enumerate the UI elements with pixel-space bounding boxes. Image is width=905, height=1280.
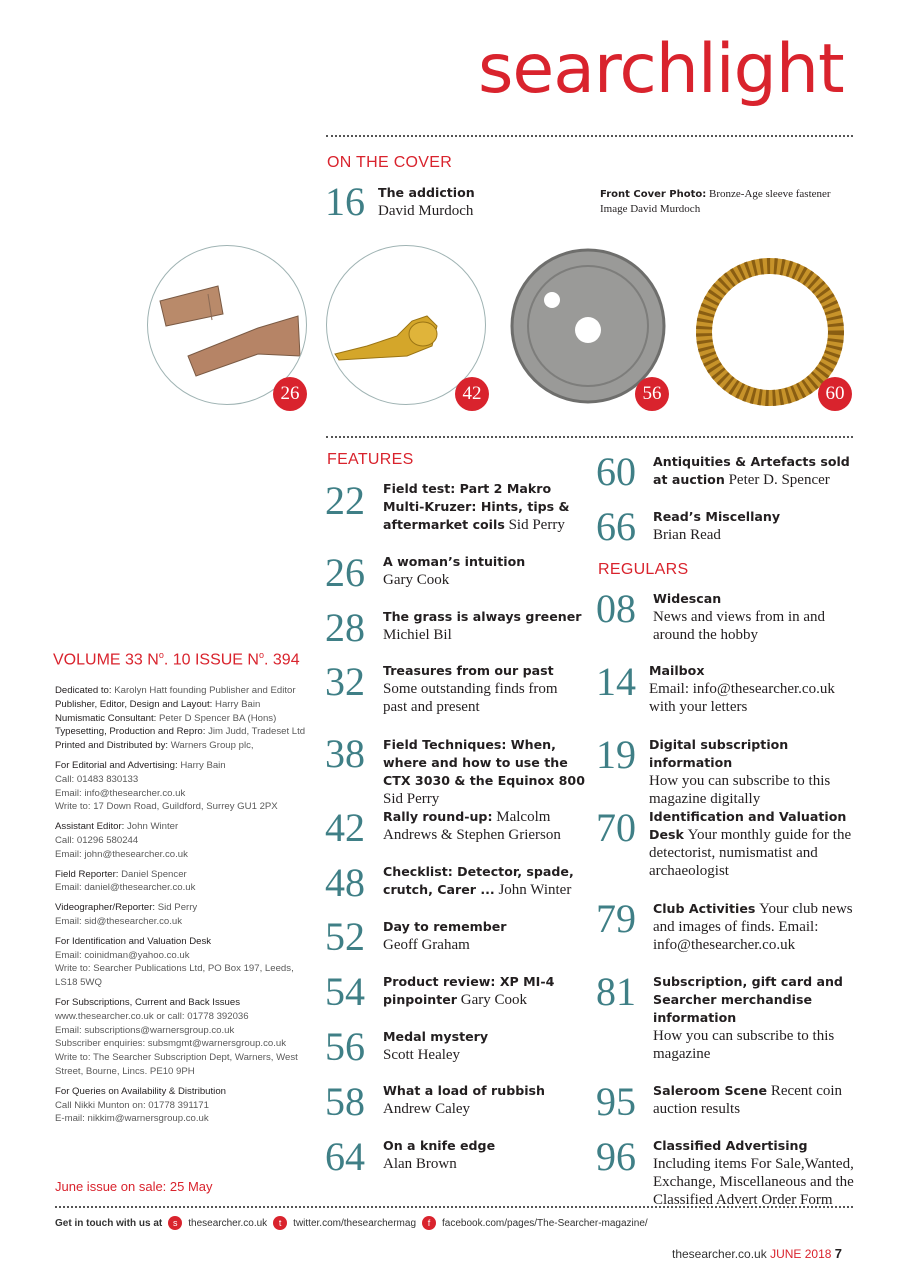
feature-num: 66	[596, 504, 636, 549]
footer-month: JUNE 2018	[770, 1247, 832, 1261]
feature-entry[interactable]	[653, 453, 863, 489]
regular-entry[interactable]	[649, 662, 863, 716]
regular-entry[interactable]	[653, 973, 843, 1063]
regular-title: Mailbox	[649, 663, 705, 678]
badge-60: 60	[818, 377, 852, 411]
credit-line: Field Reporter: Daniel Spencer	[55, 868, 187, 880]
feature-entry[interactable]	[383, 918, 583, 954]
feature-author: Gary Cook	[460, 992, 528, 1008]
credit-line: For Subscriptions, Current and Back Issues	[55, 996, 241, 1008]
footer-twitter-link[interactable]: twitter.com/thesearchermag	[293, 1217, 416, 1229]
facebook-icon: f	[422, 1216, 436, 1230]
credit-line: Call: 01483 830133	[55, 773, 139, 785]
footer-facebook-link[interactable]: facebook.com/pages/The-Searcher-magazine/	[442, 1217, 648, 1229]
feature-title: Field Techniques: When, where and how to use the CTX 3030 & the Equinox 800	[383, 737, 585, 788]
regular-title: Saleroom Scene	[653, 1083, 768, 1098]
on-the-cover-heading: ON THE COVER	[327, 154, 453, 171]
feature-title: Treasures from our past	[383, 663, 554, 678]
feature-num: 56	[325, 1024, 365, 1069]
feature-author: Alan Brown	[383, 1156, 457, 1172]
cover-title: The addiction	[378, 185, 475, 200]
footer-contacts	[55, 1216, 648, 1230]
feature-author: Gary Cook	[383, 572, 450, 588]
feature-title: Field test: Part 2 Makro Multi-Kruzer: Hints, tips & aftermarket coils	[383, 481, 570, 532]
credit-line: Videographer/Reporter: Sid Perry	[55, 902, 198, 914]
feature-num: 48	[325, 860, 365, 905]
feature-num: 54	[325, 969, 365, 1014]
feature-author: Michiel Bil	[383, 627, 452, 643]
credit-line: Email: daniel@thesearcher.co.uk	[55, 882, 196, 894]
regular-num: 95	[596, 1079, 636, 1124]
credit-line: Write to: The Searcher Subscription Dept, Warners, West Street, Bourne, Lincs. PE10 9PH	[55, 1052, 298, 1077]
feature-entry[interactable]	[383, 662, 583, 716]
credit-line: Email: info@thesearcher.co.uk	[55, 787, 186, 799]
regular-title: Identification and Valuation Desk	[649, 809, 847, 842]
on-sale-date: June issue on sale: 25 May	[55, 1179, 213, 1194]
middle-divider	[326, 436, 853, 438]
credit-group	[55, 935, 315, 990]
feature-entry[interactable]	[383, 736, 588, 808]
regular-desc: Email: info@thesearcher.co.uk with your letters	[649, 681, 835, 715]
feature-num: 28	[325, 605, 365, 650]
credit-line: Printed and Distributed by: Warners Group plc,	[55, 740, 254, 752]
credit-group	[55, 901, 315, 929]
feature-num: 26	[325, 550, 365, 595]
top-divider	[326, 135, 853, 137]
regular-title: Classified Advertising	[653, 1138, 808, 1153]
credit-line: www.thesearcher.co.uk or call: 01778 392036	[55, 1010, 249, 1022]
feature-author: Some outstanding finds from past and present	[383, 681, 558, 715]
regular-entry[interactable]	[653, 590, 863, 644]
photo-text: Bronze-Age sleeve fastener	[709, 188, 831, 200]
regular-num: 79	[596, 896, 636, 941]
credit-group	[55, 1085, 315, 1126]
regular-num: 14	[596, 659, 636, 704]
credits-block	[55, 684, 315, 1132]
feature-author: Brian Read	[653, 527, 721, 543]
regulars-heading: REGULARS	[598, 561, 689, 578]
regular-desc: How you can subscribe to this magazine	[653, 1028, 835, 1062]
feature-num: 60	[596, 449, 636, 494]
regular-entry[interactable]	[653, 1082, 863, 1118]
feature-title: The grass is always greener	[383, 609, 582, 624]
feature-num: 42	[325, 805, 365, 850]
web-icon: s	[168, 1216, 182, 1230]
feature-entry[interactable]	[383, 1082, 583, 1118]
feature-title: Product review: XP MI-4 pinpointer	[383, 974, 555, 1007]
bottom-divider	[55, 1206, 853, 1208]
regular-desc: News and views from in and around the hobby	[653, 609, 826, 643]
feature-num: 52	[325, 914, 365, 959]
regular-num: 70	[596, 805, 636, 850]
feature-title: Medal mystery	[383, 1029, 489, 1044]
photo-credit: Image David Murdoch	[600, 203, 701, 215]
credit-group	[55, 759, 315, 814]
regular-desc: Recent coin auction results	[653, 1083, 843, 1117]
footer-site: thesearcher.co.uk	[672, 1247, 767, 1261]
credit-line: Dedicated to: Karolyn Hatt founding Publisher and Editor	[55, 685, 296, 696]
credit-line: Email: john@thesearcher.co.uk	[55, 848, 188, 860]
badge-42: 42	[455, 377, 489, 411]
feature-author: Sid Perry	[383, 791, 440, 807]
feature-author: Andrew Caley	[383, 1101, 471, 1117]
brand-light: light	[697, 30, 844, 109]
badge-26: 26	[273, 377, 307, 411]
feature-entry[interactable]	[383, 480, 583, 534]
feature-title: Checklist: Detector, spade, crutch, Carer ...	[383, 864, 574, 897]
regular-desc: Your monthly guide for the detectorist, numismatist and archaeologist	[649, 827, 852, 879]
feature-entry[interactable]	[383, 1137, 583, 1173]
feature-entry[interactable]	[383, 808, 583, 844]
cover-page-number: 16	[325, 179, 365, 224]
feature-entry[interactable]	[383, 973, 583, 1009]
badge-56: 56	[635, 377, 669, 411]
volume-issue: VOLUME 33 $N^o$. 10 ISSUE $N^o$. 394	[53, 650, 300, 669]
feature-author: Scott Healey	[383, 1047, 461, 1063]
credit-line: Call: 01296 580244	[55, 834, 139, 846]
regular-title: Widescan	[653, 591, 722, 606]
credit-line: Numismatic Consultant: Peter D Spencer BA (Hons)	[55, 712, 277, 724]
credit-line: Publisher, Editor, Design and Layout: Harry Bain	[55, 698, 261, 710]
feature-title: Day to remember	[383, 919, 507, 934]
credit-group	[55, 996, 315, 1079]
brand-search: search	[478, 30, 698, 109]
credit-group	[55, 684, 315, 753]
feature-author: Geoff Graham	[383, 937, 470, 953]
feature-author: Sid Perry	[508, 517, 565, 533]
regular-title: Club Activities	[653, 901, 756, 916]
feature-num: 32	[325, 659, 365, 704]
regular-num: 19	[596, 732, 636, 777]
regular-desc: Your club news and images of finds. Email: info@thesearcher.co.uk	[653, 901, 853, 953]
feature-title: On a knife edge	[383, 1138, 496, 1153]
regular-entry[interactable]	[649, 808, 863, 880]
credit-line: Subscriber enquiries: subsmgmt@warnersgroup.co.uk	[55, 1038, 287, 1050]
regular-entry[interactable]	[653, 900, 863, 954]
magazine-brand	[478, 30, 858, 110]
feature-num: 64	[325, 1134, 365, 1179]
feature-title: Read’s Miscellany	[653, 509, 781, 524]
credit-group	[55, 820, 315, 861]
feature-entry[interactable]	[653, 508, 863, 544]
feature-num: 58	[325, 1079, 365, 1124]
photo-label: Front Cover Photo:	[600, 189, 707, 200]
feature-num: 22	[325, 478, 365, 523]
credit-line: Email: coinidman@yahoo.co.uk	[55, 949, 190, 961]
regular-num: 96	[596, 1134, 636, 1179]
regular-desc: Including items For Sale,Wanted, Exchange, Miscellaneous and the Classified Advert Order Form	[653, 1156, 854, 1208]
features-heading: FEATURES	[327, 451, 414, 468]
footer-lead: Get in touch with us at	[55, 1217, 163, 1229]
page-number: 7	[834, 1246, 843, 1261]
regular-title: Subscription, gift card and Searcher merchandise information	[653, 974, 843, 1025]
feature-author: John Winter	[498, 882, 572, 898]
regular-num: 81	[596, 969, 636, 1014]
page-footer	[672, 1246, 842, 1261]
twitter-icon: t	[273, 1216, 287, 1230]
credit-line: For Identification and Valuation Desk	[55, 935, 212, 947]
credit-line: Assistant Editor: John Winter	[55, 821, 179, 833]
credit-line: E-mail: nikkim@warnersgroup.co.uk	[55, 1113, 209, 1125]
regular-entry[interactable]	[653, 1137, 868, 1209]
cover-entry[interactable]	[378, 184, 578, 220]
credit-line: For Editorial and Advertising: Harry Bain	[55, 759, 226, 771]
regular-num: 08	[596, 586, 636, 631]
feature-title: Rally round-up:	[383, 809, 493, 824]
credit-line: For Queries on Availability & Distribution	[55, 1085, 226, 1097]
cover-author: David Murdoch	[378, 203, 474, 219]
feature-title: A woman’s intuition	[383, 554, 526, 569]
credit-line: Email: subscriptions@warnersgroup.co.uk	[55, 1024, 235, 1036]
footer-web-link[interactable]: thesearcher.co.uk	[188, 1217, 268, 1229]
feature-entry[interactable]	[383, 608, 583, 644]
regular-entry[interactable]	[649, 736, 863, 808]
credit-line: Write to: Searcher Publications Ltd, PO Box 197, Leeds, LS18 5WQ	[55, 963, 294, 989]
feature-entry[interactable]	[383, 553, 583, 589]
feature-num: 38	[325, 731, 365, 776]
feature-title: What a load of rubbish	[383, 1083, 546, 1098]
feature-entry[interactable]	[383, 863, 583, 899]
regular-title: Digital subscription information	[649, 737, 789, 770]
regular-desc: How you can subscribe to this magazine digitally	[649, 773, 831, 807]
feature-author: Peter D. Spencer	[728, 472, 830, 488]
cover-photo-credit	[600, 187, 831, 217]
feature-author: Malcolm Andrews & Stephen Grierson	[383, 809, 561, 843]
credit-line: Write to: 17 Down Road, Guildford, Surrey GU1 2PX	[55, 801, 278, 813]
feature-entry[interactable]	[383, 1028, 583, 1064]
feature-title: Antiquities & Artefacts sold at auction	[653, 454, 850, 487]
credit-line: Call Nikki Munton on: 01778 391171	[55, 1099, 209, 1111]
credit-group	[55, 868, 315, 896]
credit-line: Typesetting, Production and Repro: Jim Judd, Tradeset Ltd	[55, 726, 306, 738]
credit-line: Email: sid@thesearcher.co.uk	[55, 915, 183, 927]
